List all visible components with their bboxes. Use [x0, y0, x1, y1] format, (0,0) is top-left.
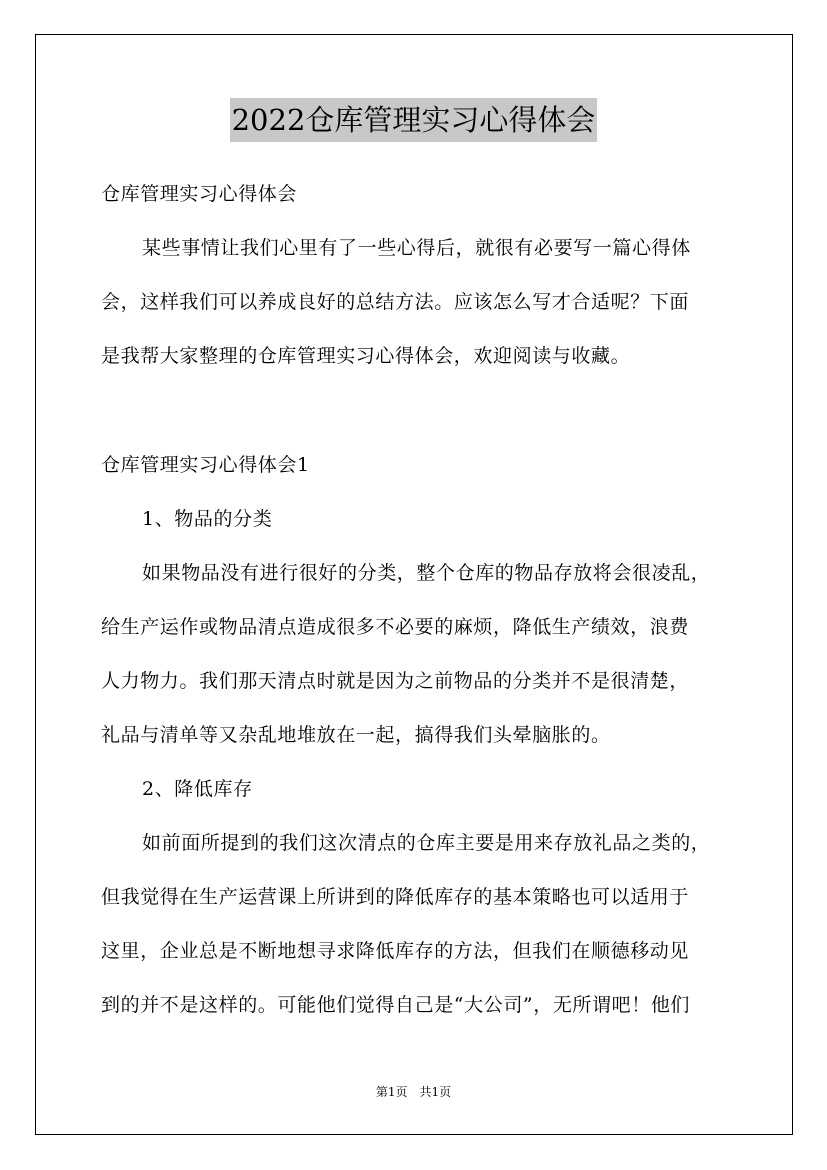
paragraph-line: 但我觉得在生产运营课上所讲到的降低库存的基本策略也可以适用于: [101, 886, 690, 908]
section-heading: 仓库管理实习心得体会1: [101, 454, 310, 476]
paragraph-line: 如前面所提到的我们这次清点的仓库主要是用来存放礼品之类的，: [142, 832, 711, 854]
paragraph-line: 这里，企业总是不断地想寻求降低库存的方法，但我们在顺德移动见: [101, 940, 690, 962]
paragraph-line: 给生产运作或物品清点造成很多不必要的麻烦，降低生产绩效，浪费: [101, 616, 690, 638]
subtitle-line: 仓库管理实习心得体会: [101, 183, 298, 205]
subsection-heading: 1、物品的分类: [142, 508, 273, 530]
paragraph-line: 礼品与清单等又杂乱地堆放在一起，搞得我们头晕脑胀的。: [101, 724, 611, 746]
subsection-heading: 2、降低库存: [142, 778, 253, 800]
page-footer: 第1页 共1页: [375, 1085, 452, 1099]
paragraph-line: 到的并不是这样的。可能他们觉得自己是“大公司”，无所谓吧！他们: [101, 994, 691, 1016]
document-title: 2022仓库管理实习心得体会: [230, 98, 598, 142]
paragraph-line: 人力物力。我们那天清点时就是因为之前物品的分类并不是很清楚，: [101, 670, 690, 692]
title-container: [0, 98, 827, 142]
paragraph-line: 某些事情让我们心里有了一些心得后，就很有必要写一篇心得体: [142, 237, 691, 259]
paragraph-line: 如果物品没有进行很好的分类，整个仓库的物品存放将会很凌乱，: [142, 562, 711, 584]
paragraph-line: 是我帮大家整理的仓库管理实习心得体会，欢迎阅读与收藏。: [101, 345, 631, 367]
paragraph-line: 会，这样我们可以养成良好的总结方法。应该怎么写才合适呢？下面: [101, 291, 690, 313]
